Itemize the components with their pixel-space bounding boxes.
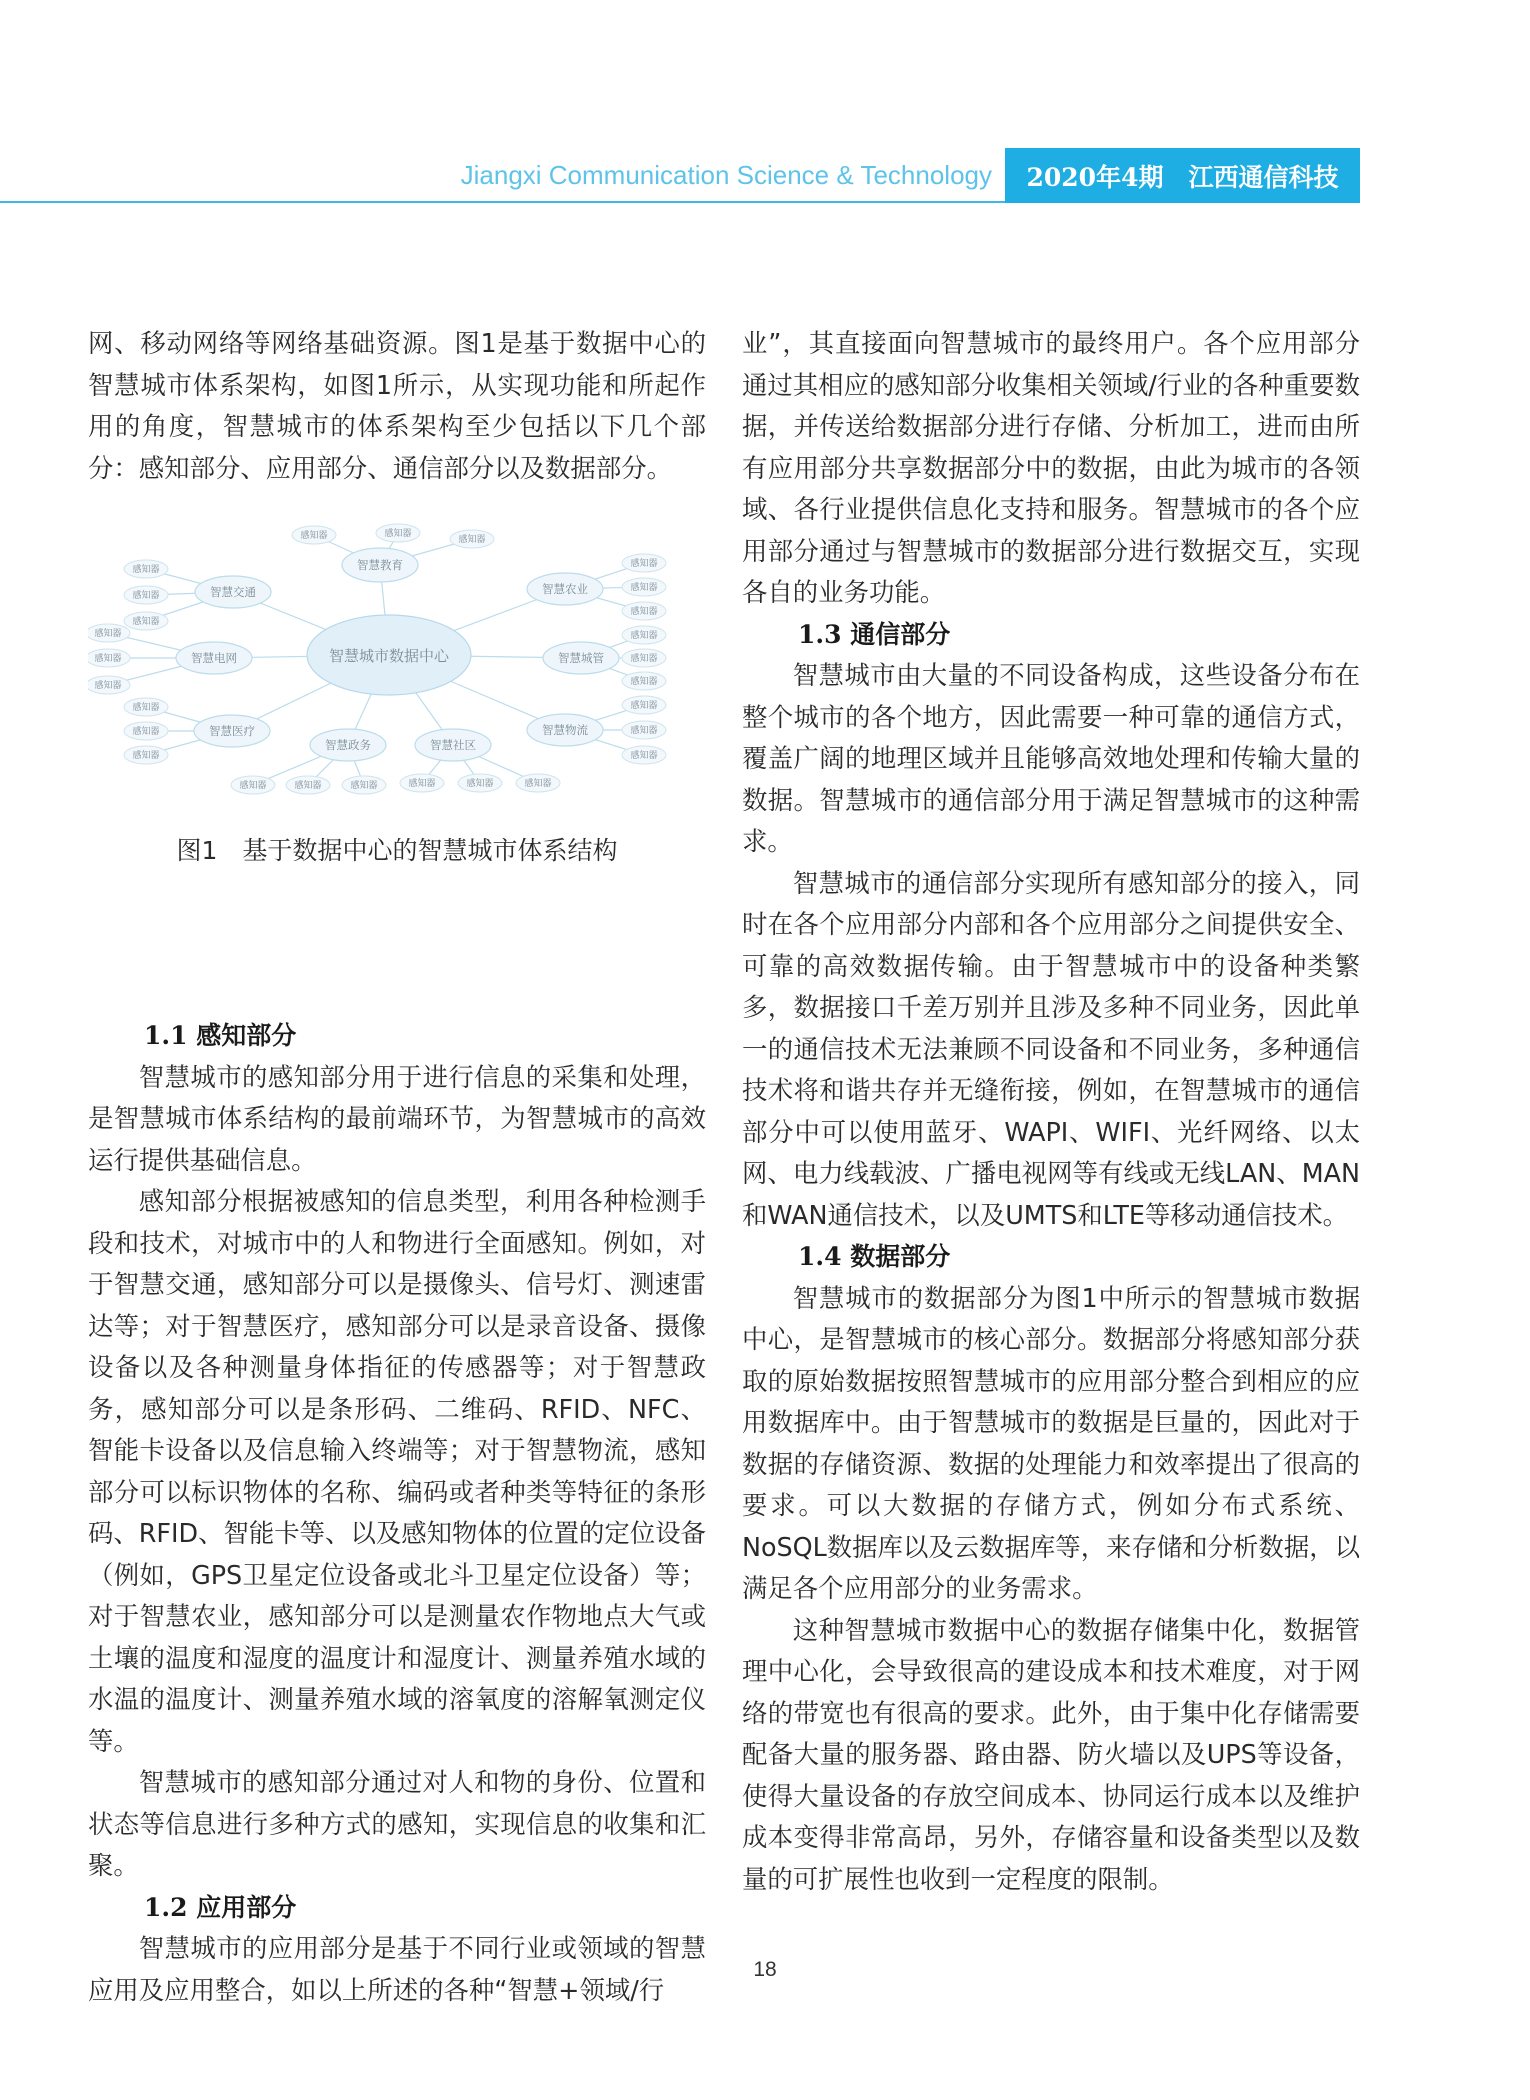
branch-agri-label: 智慧农业	[542, 582, 588, 596]
paragraph: 感知部分根据被感知的信息类型，利用各种检测手段和技术，对城市中的人和物进行全面感知。例如，对于智慧交通，感知部分可以是摄像头、信号灯、测速雷达等；对于智慧医疗，感知部分可以是录音设备、摄像设备以及各种测量身体指征的传感器等；对于智慧政务，感知部分可以是条形码、二维码、RFID、NFC、智能卡设备以及信息输入终端等；对于智慧物流，感知部分可以标识物体的名称、编码或者种类等特征的条形码、RFID、智能卡等、以及感知物体的位置的定位设备（例如，GPS卫星定位设备或北斗卫星定位设备）等；对于智慧农业，感知部分可以是测量农作物地点大气或土壤的温度和湿度的温度计和湿度计、测量养殖水域的水温的温度计、测量养殖水域的溶氧度的溶解氧测定仪等。	[88, 1186, 706, 1756]
sensor-label: 感知器	[94, 629, 122, 639]
branch-logistics-label: 智慧物流	[542, 723, 588, 737]
paragraph: 智慧城市由大量的不同设备构成，这些设备分布在整个城市的各个地方，因此需要一种可靠的通信方式，覆盖广阔的地理区域并且能够高效地处理和传输大量的数据。智慧城市的通信部分用于满足智慧城市的这种需求。	[742, 660, 1360, 856]
sensor-label: 感知器	[294, 781, 322, 791]
paragraph: 智慧城市的感知部分用于进行信息的采集和处理，是智慧城市体系结构的最前端环节，为智慧城市的高效运行提供基础信息。	[88, 1061, 706, 1175]
branch-gov-label: 智慧政务	[325, 738, 371, 752]
data-center-label: 智慧城市数据中心	[328, 647, 450, 665]
branch-edu-label: 智慧教育	[357, 558, 403, 572]
sensor-label: 感知器	[630, 751, 658, 761]
sensor-label: 感知器	[132, 703, 160, 713]
sensor-label: 感知器	[630, 701, 658, 711]
sensor-label: 感知器	[94, 681, 122, 691]
sensor-label: 感知器	[630, 559, 658, 569]
branch-community-label: 智慧社区	[430, 738, 476, 752]
sensor-label: 感知器	[630, 726, 658, 736]
paragraph: 智慧城市的应用部分是基于不同行业或领域的智慧应用及应用整合，如以上所述的各种“智慧+领域/行	[88, 1933, 706, 2005]
sensor-label: 感知器	[132, 617, 160, 627]
journal-english-name: Jiangxi Communication Science & Technology	[460, 160, 992, 190]
figure-caption: 图1 基于数据中心的智慧城市体系结构	[176, 836, 618, 865]
branch-city-label: 智慧城管	[558, 651, 604, 665]
section-heading-1-2: 1.2 应用部分	[144, 1892, 297, 1922]
paragraph: 网、移动网络等网络基础资源。图1是基于数据中心的智慧城市体系架构，如图1所示，从实现功能和所起作用的角度，智慧城市的体系架构至少包括以下几个部分：感知部分、应用部分、通信部分以及数据部分。	[88, 328, 706, 483]
sensor-label: 感知器	[300, 531, 328, 541]
architecture-diagram	[88, 495, 706, 865]
sensor-label: 感知器	[630, 677, 658, 687]
figure-architecture	[88, 495, 706, 1015]
sensor-label: 感知器	[132, 591, 160, 601]
sensor-label: 感知器	[384, 529, 412, 539]
branch-grid-label: 智慧电网	[191, 651, 237, 665]
section-heading-1-1: 1.1 感知部分	[144, 1021, 297, 1050]
sensor-label: 感知器	[630, 654, 658, 664]
sensor-label: 感知器	[458, 535, 486, 545]
branch-traffic-label: 智慧交通	[210, 585, 256, 599]
sensor-label: 感知器	[132, 727, 160, 737]
paragraph: 智慧城市的通信部分实现所有感知部分的接入，同时在各个应用部分内部和各个应用部分之间提供安全、可靠的高效数据传输。由于智慧城市中的设备种类繁多，数据接口千差万别并且涉及多种不同业务，因此单一的通信技术无法兼顾不同设备和不同业务，多种通信技术将和谐共存并无缝衔接，例如，在智慧城市的通信部分中可以使用蓝牙、WAPI、WIFI、光纤网络、以太网、电力线载波、广播电视网等有线或无线LAN、MAN和WAN通信技术，以及UMTS和LTE等移动通信技术。	[742, 867, 1360, 1230]
sensor-label: 感知器	[630, 607, 658, 617]
paragraph: 智慧城市的感知部分通过对人和物的身份、位置和状态等信息进行多种方式的感知，实现信息的收集和汇聚。	[88, 1767, 706, 1880]
sensor-label: 感知器	[524, 779, 552, 789]
sensor-label: 感知器	[132, 565, 160, 575]
paragraph: 这种智慧城市数据中心的数据存储集中化，数据管理中心化，会导致很高的建设成本和技术难度，对于网络的带宽也有很高的要求。此外，由于集中化存储需要配备大量的服务器、路由器、防火墙以及UPS等设备，使得大量设备的存放空间成本、协同运行成本以及维护成本变得非常高昂，另外，存储容量和设备类型以及数量的可扩展性也收到一定程度的限制。	[742, 1614, 1360, 1894]
sensor-label: 感知器	[94, 654, 122, 664]
sensor-label: 感知器	[132, 751, 160, 761]
issue-label: 2020年4期 江西通信科技	[1005, 148, 1360, 203]
sensor-label: 感知器	[466, 779, 494, 789]
sensor-label: 感知器	[350, 781, 378, 791]
sensor-label: 感知器	[630, 583, 658, 593]
section-heading-1-4: 1.4 数据部分	[798, 1242, 951, 1271]
paragraph: 业”，其直接面向智慧城市的最终用户。各个应用部分通过其相应的感知部分收集相关领域/行业的各种重要数据，并传送给数据部分进行存储、分析加工，进而由所有应用部分共享数据部分中的数据，由此为城市的各领域、各行业提供信息化支持和服务。智慧城市的各个应用部分通过与智慧城市的数据部分进行数据交互，实现各自的业务功能。	[742, 328, 1360, 607]
right-column	[742, 323, 1360, 1900]
page-number: 18	[753, 1958, 777, 1981]
sensor-label: 感知器	[408, 779, 436, 789]
left-column	[88, 323, 706, 2011]
paragraph: 智慧城市的数据部分为图1中所示的智慧城市数据中心，是智慧城市的核心部分。数据部分将感知部分获取的原始数据按照智慧城市的应用部分整合到相应的应用数据库中。由于智慧城市的数据是巨量的，因此对于数据的存储资源、数据的处理能力和效率提出了很高的要求。可以大数据的存储方式，例如分布式系统、NoSQL数据库以及云数据库等，来存储和分析数据，以满足各个应用部分的业务需求。	[742, 1282, 1360, 1603]
sensor-label: 感知器	[630, 631, 658, 641]
sensor-label: 感知器	[239, 781, 267, 791]
section-heading-1-3: 1.3 通信部分	[798, 619, 951, 649]
branch-medical-label: 智慧医疗	[209, 724, 255, 738]
